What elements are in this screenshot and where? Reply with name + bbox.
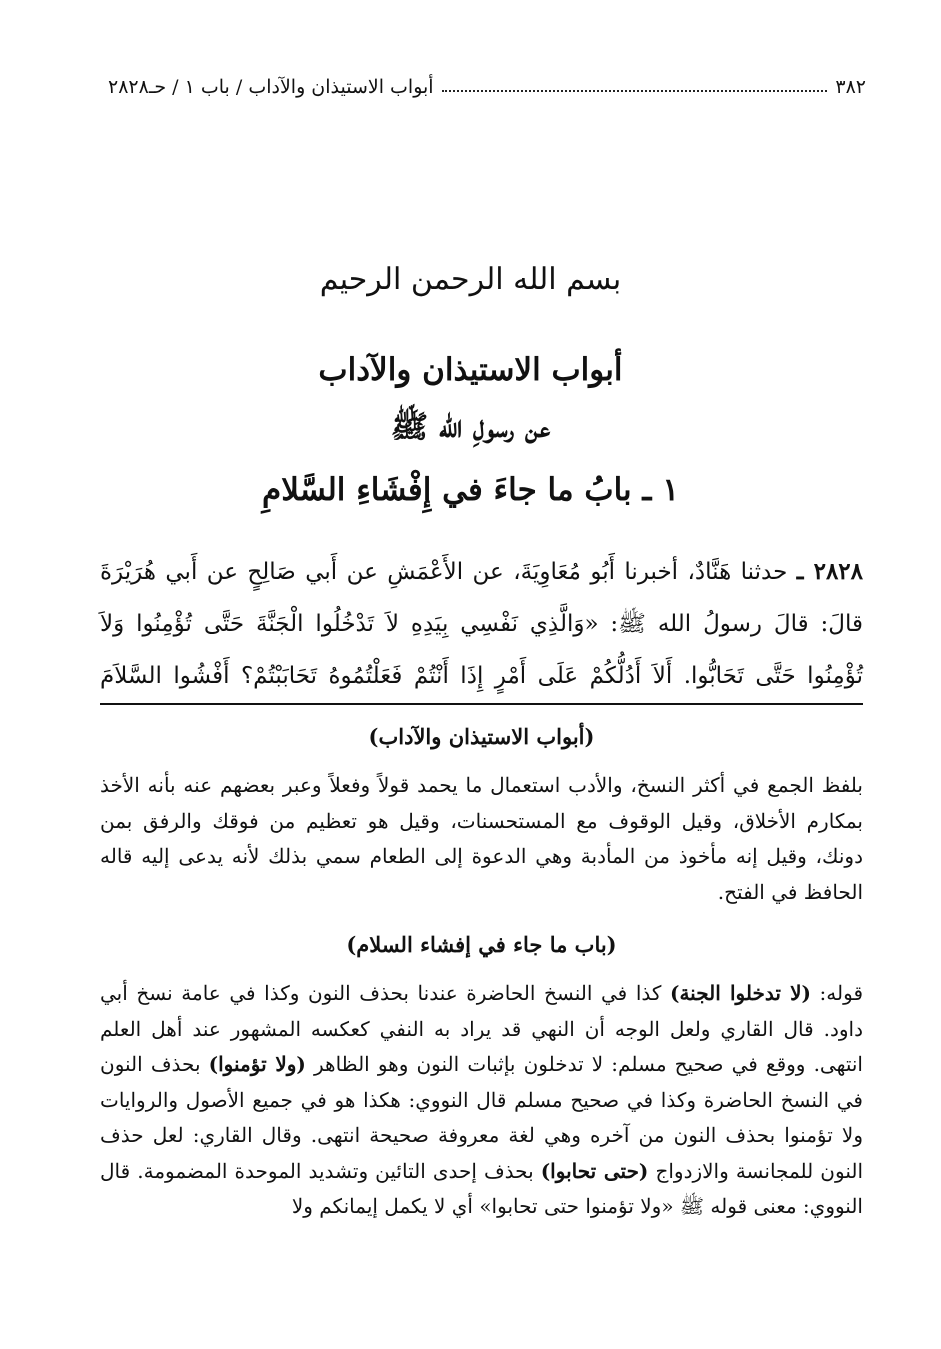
basmala: بسم الله الرحمن الرحيم <box>319 262 622 297</box>
quoted-phrase: (لا تدخلوا الجنة) <box>670 981 811 1005</box>
commentary-text: بحذف إحدى التائين وتشديد الموحدة المضمومة. قال النووي: معنى قوله ﷺ «ولا تؤمنوا حتى تحابوا» أي لا يكمل إيمانكم ولا <box>100 1158 863 1218</box>
footnote-divider <box>100 703 863 705</box>
hadith-text-block <box>100 546 863 702</box>
commentary-text: قوله: <box>810 981 864 1005</box>
commentary-text: كذا في النسخ الحاضرة عندنا بحذف النون وكذا في عامة نسخ أبي داود. قال القاري ولعل الوجه أن النهي قد يراد به النفي كعكسه المشهور عند أهل العلم انتهى. ووقع في صحيح مسلم: لا تدخلون بإثبات النون وهو الظاهر <box>100 981 863 1076</box>
commentary-section-title: (باب ما جاء في إفشاء السلام) <box>346 932 617 957</box>
book-subtitle: عن رسولِ الله ﷺ <box>390 409 551 445</box>
commentary-text: بحذف النون في النسخ الحاضرة وكذا في صحيح مسلم قال النووي: هكذا هو في جميع الأصول والروايات ولا تؤمنوا بحذف النون من آخره وهي لغة معروفة صحيحة انتهى. وقال القاري: لعل حذف النون للمجانسة والازدواج <box>100 1052 863 1183</box>
commentary-paragraph: بلفظ الجمع في أكثر النسخ، والأدب استعمال ما يحمد قولاً وفعلاً وعبر بعضهم عنه بأنه الأخذ بمكارم الأخلاق، وقيل الوقوف مع المستحسنات، وقيل هو تعظيم من فوقك والرفق بمن دونك، وقيل إنه مأخوذ من المأدبة وهي الدعوة إلى الطعام سمي بذلك لأنه يدعى إليه قاله الحافظ في الفتح. <box>100 773 863 904</box>
quoted-phrase: (ولا تؤمنوا) <box>208 1052 306 1076</box>
dotted-leader <box>442 90 828 92</box>
hadith-text: حدثنا هَنَّادٌ، أخبرنا أَبُو مُعَاوِيَةَ، عن الأَعْمَشِ عن أَبي صَالِحٍ عن أَبي هُرَيْرَةَ قالَ: قالَ رسولُ الله ﷺ: «وَالَّذِي نَفْسِي بِيَدِهِ لاَ تَدْخُلُوا الْجَنَّةَ حَتَّى تُؤْمِنُوا وَلاَ تُؤْمِنُوا حَتَّى تَحَابُّوا. أَلاَ أَدُلُّكُمْ عَلَى أَمْرٍ إِذَا أَنْتُمْ فَعَلْتُمُوهُ تَحَابَبْتُمْ؟ أَفْشُوا السَّلاَمَ <box>100 559 863 689</box>
quoted-phrase: (حتى تحابوا) <box>540 1158 649 1183</box>
book-title: أبواب الاستيذان والآداب <box>318 352 623 388</box>
chapter-title: ١ ـ بابُ ما جاءَ في إِفْشَاءِ السَّلامِ <box>262 472 679 508</box>
commentary-block <box>100 718 863 1225</box>
running-header-title: أبواب الاستيذان والآداب / باب ١ / حـ٢٨٢٨ <box>108 76 434 98</box>
running-header <box>98 70 866 104</box>
hadith-number: ٢٨٢٨ ـ <box>796 558 864 585</box>
commentary-section-title: (أبواب الاستيذان والآداب) <box>368 724 595 749</box>
page-number: ٣٨٢ <box>835 76 866 98</box>
commentary-paragraph <box>100 976 863 1225</box>
